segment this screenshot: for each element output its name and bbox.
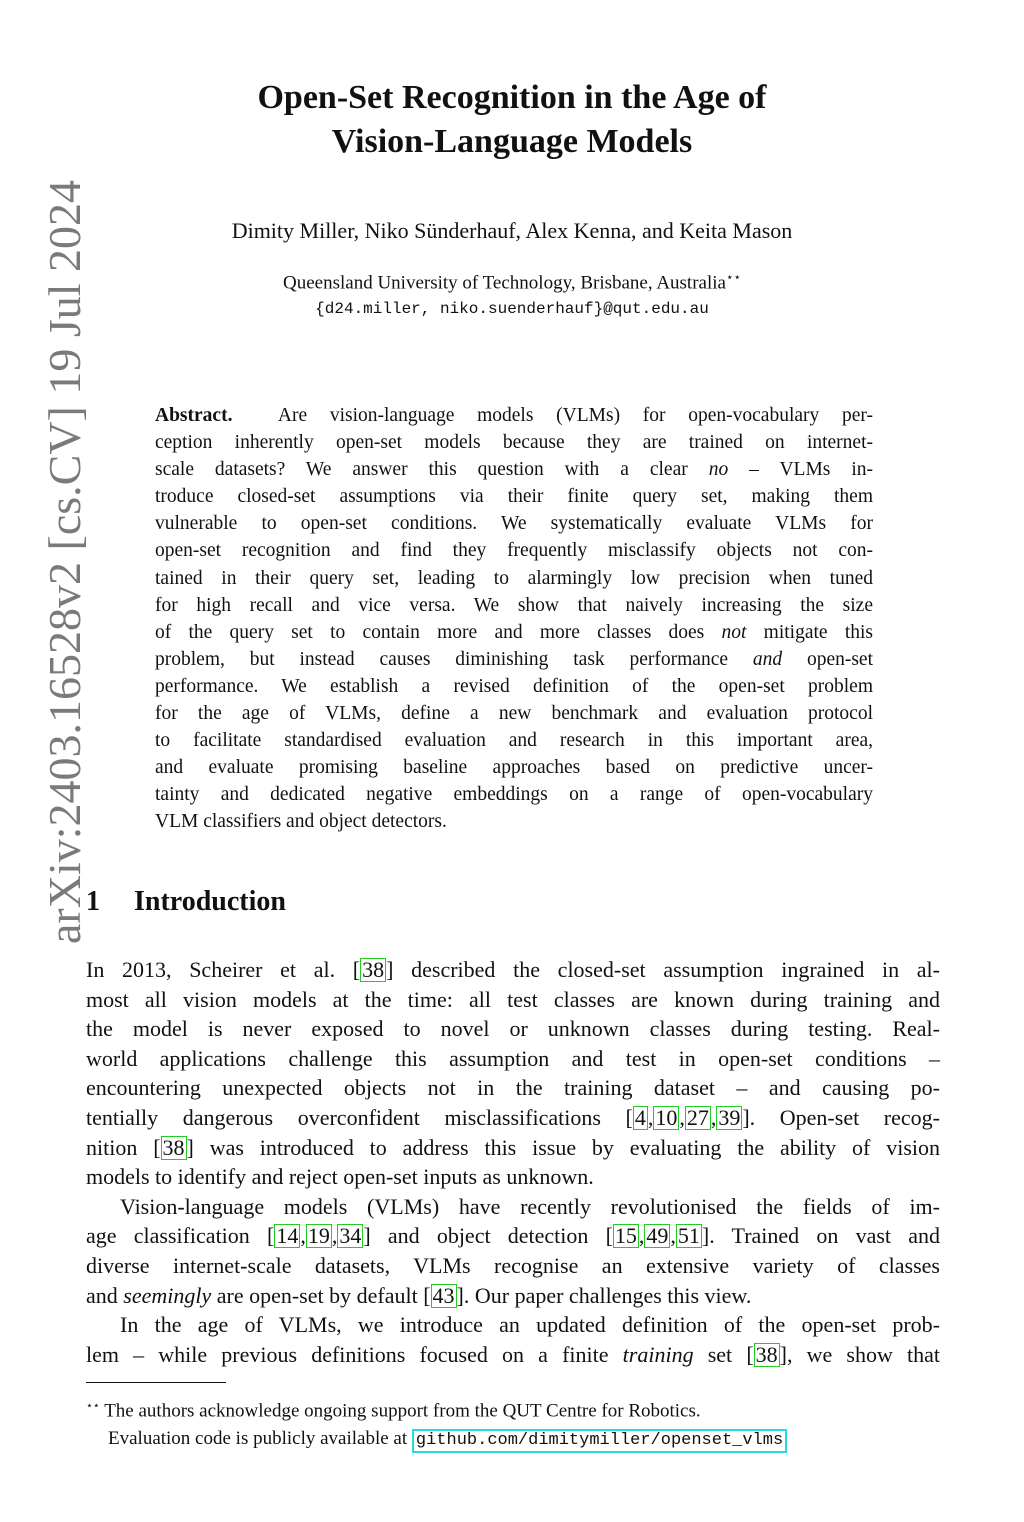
author-list: Dimity Miller, Niko Sünderhauf, Alex Kenna, and Keita Mason (231, 218, 793, 243)
intro-line: Vision-language models (VLMs) have recently revolutionised the fields of im- (120, 1193, 940, 1219)
intro-line: encountering unexpected objects not in the training dataset – and causing po- (86, 1075, 940, 1101)
abstract-line: to facilitate standardised evaluation and research in this important area, (155, 730, 873, 752)
abstract-line: tained in their query set, leading to alarmingly low precision when tuned (155, 567, 873, 589)
citation-link[interactable]: 34 (339, 1223, 362, 1249)
abstract-line: VLM classifiers and object detectors. (155, 811, 447, 833)
intro-line: lem – while previous definitions focused on a finite training set [38], we show that (86, 1341, 940, 1367)
footnote-line-1: ⋆⋆ The authors acknowledge ongoing support from the QUT Centre for Robotics. (86, 1400, 701, 1422)
intro-line: In the age of VLMs, we introduce an updated definition of the open-set prob- (120, 1312, 940, 1338)
abstract-line: of the query set to contain more and more classes does not mitigate this (155, 621, 873, 643)
intro-line: age classification [14,19,34] and object detection [15,49,51]. Trained on vast and (86, 1223, 940, 1249)
citation-link[interactable]: 19 (307, 1223, 330, 1249)
abstract-line: problem, but instead causes diminishing task performance and open-set (155, 648, 874, 670)
intro-line: tentially dangerous overconfident misclassifications [4,10,27,39]. Open-set recog- (86, 1104, 940, 1130)
abstract (155, 402, 873, 836)
abstract-line: tainty and dedicated negative embeddings on a range of open-vocabulary (155, 784, 873, 806)
introduction-body (86, 955, 940, 1369)
intro-line: diverse internet-scale datasets, VLMs recognise an extensive variety of classes (86, 1252, 940, 1278)
abstract-line: for high recall and vice versa. We show that naively increasing the size (155, 594, 873, 616)
abstract-line: troduce closed-set assumptions via their finite query set, making them (155, 486, 873, 508)
abstract-label: Abstract. (155, 405, 233, 426)
title-line-2: Vision-Language Models (331, 123, 693, 160)
abstract-line: Abstract. Are vision-language models (VLMs) for open-vocabulary per- (155, 405, 873, 426)
abstract-line: open-set recognition and find they frequently misclassify objects not con- (155, 540, 873, 562)
citation-link[interactable]: 39 (718, 1104, 741, 1130)
section-heading (86, 886, 286, 918)
abstract-line: and evaluate promising baseline approaches based on predictive uncer- (155, 757, 873, 779)
abstract-line: for the age of VLMs, define a new benchmark and evaluation protocol (155, 703, 873, 725)
abstract-line: vulnerable to open-set conditions. We systematically evaluate VLMs for (155, 513, 873, 535)
affiliation-footnote-mark: ⋆⋆ (725, 270, 741, 284)
footnote-mark: ⋆⋆ (86, 1400, 100, 1412)
section-title: Introduction (134, 886, 286, 917)
arxiv-identifier: arXiv:2403.16528v2 [cs.CV] 19 Jul 2024 (39, 179, 90, 944)
affiliation-text: Queensland University of Technology, Brisbane, Australia (283, 272, 726, 294)
citation-link[interactable]: 51 (677, 1223, 700, 1249)
github-link[interactable]: github.com/dimitymiller/openset_vlms (412, 1429, 787, 1453)
intro-line: In 2013, Scheirer et al. [38] described the closed-set assumption ingrained in al- (86, 957, 940, 982)
email-addresses: {d24.miller, niko.suenderhauf}@qut.edu.au (315, 300, 709, 318)
intro-line: most all vision models at the time: all test classes are known during training and (86, 986, 940, 1012)
intro-line: and seemingly are open-set by default [43]. Our paper challenges this view. (86, 1282, 752, 1308)
citation-link[interactable]: 38 (755, 1341, 778, 1367)
citation-link[interactable]: 38 (362, 957, 385, 982)
intro-line: world applications challenge this assumption and test in open-set conditions – (86, 1045, 940, 1071)
footnote (86, 1392, 787, 1453)
affiliation (120, 270, 904, 294)
footnote-line-2: Evaluation code is publicly available at github.com/dimitymiller/openset_vlms (86, 1425, 787, 1453)
footnote-rule (86, 1382, 226, 1383)
section-number: 1 (86, 886, 100, 917)
intro-line: models to identify and reject open-set inputs as unknown. (86, 1164, 594, 1190)
citation-link[interactable]: 10 (655, 1104, 678, 1130)
abstract-line: scale datasets? We answer this question with a clear no – VLMs in- (155, 459, 873, 481)
citation-link[interactable]: 4 (634, 1104, 646, 1130)
citation-link[interactable]: 49 (646, 1223, 669, 1249)
intro-line: the model is never exposed to novel or unknown classes during testing. Real- (86, 1016, 940, 1042)
citation-link[interactable]: 43 (432, 1282, 455, 1308)
citation-link[interactable]: 38 (162, 1134, 185, 1160)
title-line-1: Open-Set Recognition in the Age of (257, 79, 767, 116)
intro-line: nition [38] was introduced to address this issue by evaluating the ability of vision (86, 1134, 940, 1160)
abstract-line: ception inherently open-set models because they are trained on internet- (155, 432, 873, 454)
citation-link[interactable]: 14 (276, 1223, 299, 1249)
abstract-line: performance. We establish a revised definition of the open-set problem (155, 675, 873, 697)
paper-title (120, 76, 904, 164)
citation-link[interactable]: 27 (686, 1104, 709, 1130)
citation-link[interactable]: 15 (614, 1223, 637, 1249)
